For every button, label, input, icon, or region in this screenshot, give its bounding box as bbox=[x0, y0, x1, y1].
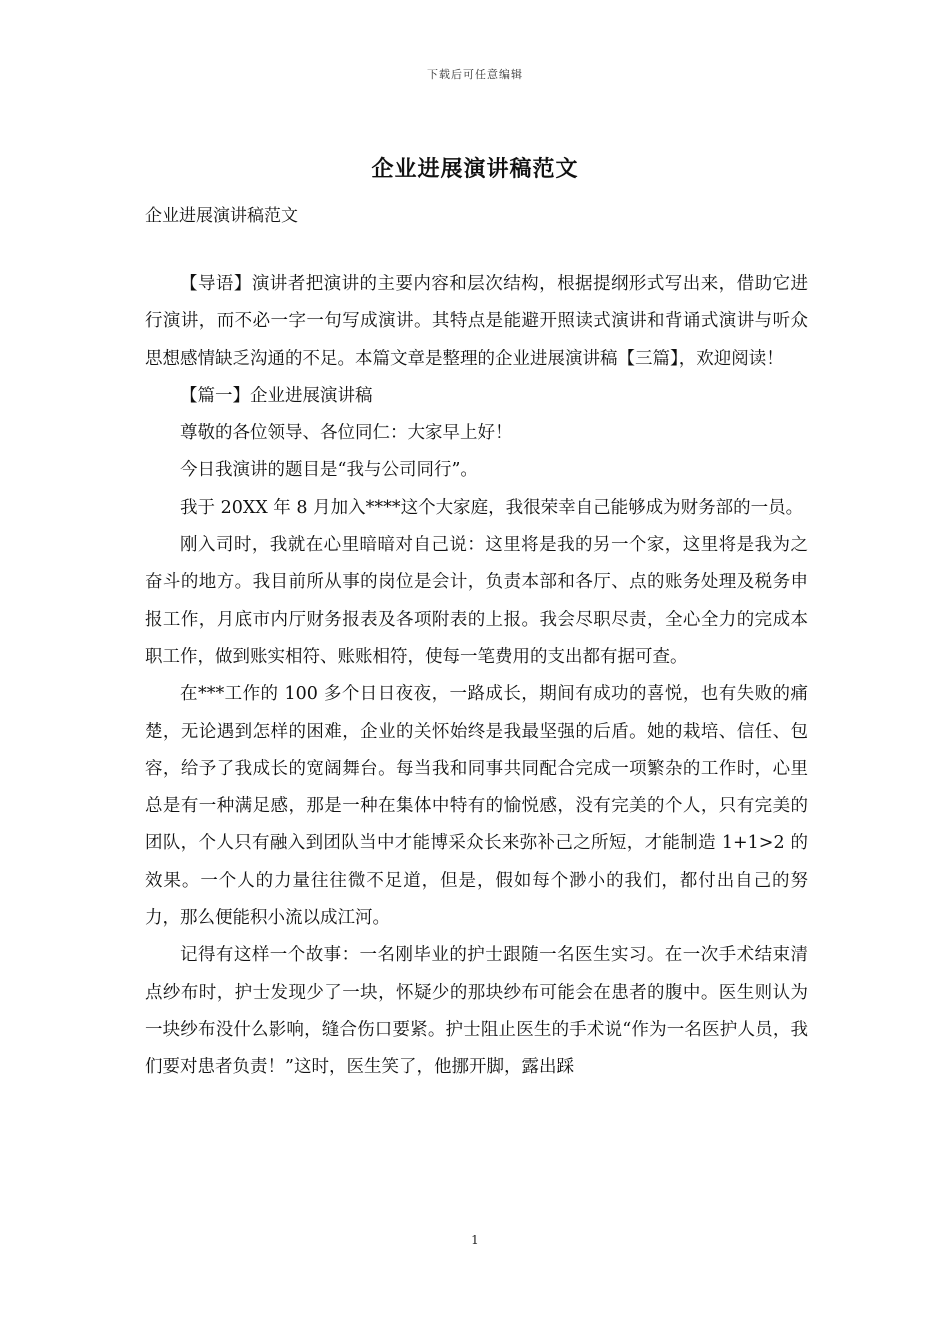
document-subtitle: 企业进展演讲稿范文 bbox=[145, 206, 298, 226]
paragraph-greeting: 尊敬的各位领导、各位同仁：大家早上好！ bbox=[180, 423, 513, 444]
paragraph-topic: 今日我演讲的题目是“我与公司同行”。 bbox=[180, 460, 478, 481]
document-body bbox=[145, 266, 808, 1087]
paragraph-growth: 在***工作的 100 多个日日夜夜，一路成长，期间有成功的喜悦，也有失败的痛楚，无论遇到怎样的困难，企业的关怀始终是我最坚强的后盾。她的栽培、信任、包容，给予了我成长的宽阔舞台。每当我和同事共同配合完成一项繁杂的工作时，心里总是有一种满足感，那是一种在集体中特有的愉悦感，没有完美的个人，只有完美的团队，个人只有融入到团队当中才能博采众长来弥补己之所短，才能制造 1+1>2 的效果。一个人的力量往往微不足道，但是，假如每个渺小的我们，都付出自己的努力，那么便能积小流以成江河。 bbox=[145, 684, 808, 929]
paragraph-joining: 我于 20XX 年 8 月加入****这个大家庭，我很荣幸自己能够成为财务部的一员。 bbox=[180, 497, 804, 518]
document-title: 企业进展演讲稿范文 bbox=[371, 156, 579, 182]
paragraph-first-days: 刚入司时，我就在心里暗暗对自己说：这里将是我的另一个家，这里将是我为之奋斗的地方。我目前所从事的岗位是会计，负责本部和各厅、点的账务处理及税务申报工作，月底市内厅财务报表及各项附表的上报。我会尽职尽责，全心全力的完成本职工作，做到账实相符、账账相符，使每一笔费用的支出都有据可查。 bbox=[145, 535, 808, 667]
header-note: 下载后可任意编辑 bbox=[427, 68, 523, 81]
paragraph-story: 记得有这样一个故事：一名刚毕业的护士跟随一名医生实习。在一次手术结束清点纱布时，护士发现少了一块，怀疑少的那块纱布可能会在患者的腹中。医生则认为一块纱布没什么影响，缝合伤口要紧。护士阻止医生的手术说“作为一名医护人员，我们要对患者负责！”这时，医生笑了，他挪开脚，露出踩 bbox=[145, 945, 808, 1078]
paragraph-section-heading: 【篇一】企业进展演讲稿 bbox=[180, 385, 373, 406]
page-number: 1 bbox=[471, 1233, 479, 1247]
paragraph-intro: 【导语】演讲者把演讲的主要内容和层次结构，根据提纲形式写出来，借助它进行演讲，而不必一字一句写成演讲。其特点是能避开照读式演讲和背诵式演讲与听众思想感情缺乏沟通的不足。本篇文章是整理的企业进展演讲稿【三篇】，欢迎阅读！ bbox=[145, 274, 808, 369]
